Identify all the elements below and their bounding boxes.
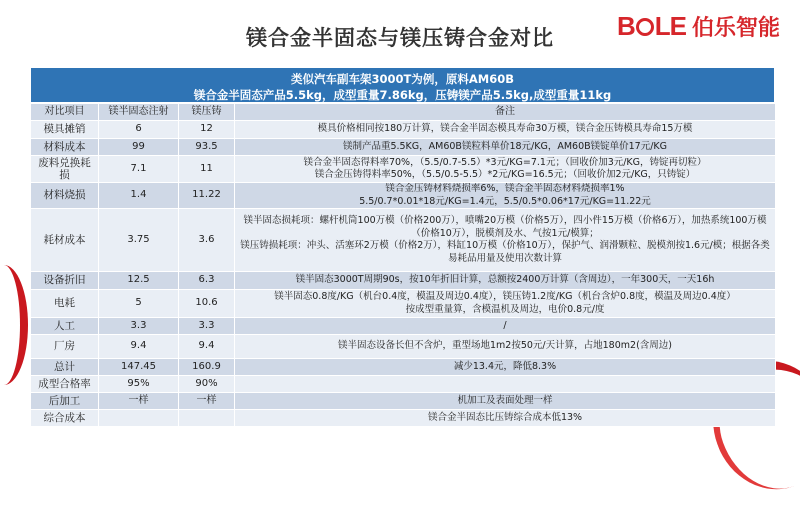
table-column-header-row (31, 104, 776, 121)
row-item-label: 废料兑换耗损 (31, 156, 99, 183)
note-cell: / (235, 318, 776, 335)
row-item-label: 电耗 (31, 290, 99, 318)
decorative-swoosh-left (0, 265, 28, 385)
note-cell: 镁制产品重5.5KG，AM60B镁粒料单价18元/KG，AM60B镁锭单价17元/KG (235, 139, 776, 156)
note-cell: 镁合金半固态得料率70%，（5.5/0.7-5.5）*3元/KG=7.1元；（回收价加3元/KG，铸锭再切粒） 镁合金压铸得料率50%，（5.5/0.5-5.5）*2元/KG=16.5元；（回收价加2元/KG，只铸锭） (235, 156, 776, 183)
note-cell: 镁合金压铸材料烧损率6%，镁合金半固态材料烧损率1% 5.5/0.7*0.01*18元/KG=1.4元，5.5/0.5*0.06*17元/KG=11.22元 (235, 183, 776, 209)
semi-solid-value: 5 (99, 290, 179, 318)
column-header: 镁压铸 (179, 104, 235, 121)
comparison-table-wrapper (30, 67, 775, 448)
semi-solid-value: 9.4 (99, 335, 179, 359)
slide-title: 镁合金半固态与镁压铸合金对比 (246, 26, 554, 50)
semi-solid-value (99, 410, 179, 427)
die-cast-value: 11.22 (179, 183, 235, 209)
semi-solid-value: 95% (99, 376, 179, 393)
die-cast-value: 6.3 (179, 272, 235, 290)
table-row (31, 393, 776, 410)
note-cell: 模具价格相同按180万计算，镁合金半固态模具寿命30万模，镁合金压铸模具寿命15万模 (235, 121, 776, 139)
row-item-label: 耗材成本 (31, 209, 99, 272)
semi-solid-value: 6 (99, 121, 179, 139)
semi-solid-value: 7.1 (99, 156, 179, 183)
semi-solid-value: 12.5 (99, 272, 179, 290)
die-cast-value: 90% (179, 376, 235, 393)
die-cast-value: 9.4 (179, 335, 235, 359)
column-header: 对比项目 (31, 104, 99, 121)
die-cast-value: 11 (179, 156, 235, 183)
note-cell: 镁半固态0.8度/KG（机台0.4度，模温及周边0.4度），镁压铸1.2度/KG（机台含炉0.8度，模温及周边0.4度） 按成型重量算，含模温机及周边，电价0.8元/度 (235, 290, 776, 318)
row-item-label: 人工 (31, 318, 99, 335)
note-cell: 机加工及表面处理一样 (235, 393, 776, 410)
note-cell: 镁半固态设备长但不含炉，重型场地1m2按50元/天计算，占地180m2(含周边) (235, 335, 776, 359)
semi-solid-value: 3.3 (99, 318, 179, 335)
table-row (31, 139, 776, 156)
table-row (31, 318, 776, 335)
die-cast-value: 10.6 (179, 290, 235, 318)
table-row (31, 156, 776, 183)
row-item-label: 厂房 (31, 335, 99, 359)
semi-solid-value: 147.45 (99, 359, 179, 376)
note-cell: 减少13.4元，降低8.3% (235, 359, 776, 376)
die-cast-value: 一样 (179, 393, 235, 410)
table-row (31, 335, 776, 359)
row-item-label: 材料成本 (31, 139, 99, 156)
column-header: 备注 (235, 104, 776, 121)
row-item-label: 设备折旧 (31, 272, 99, 290)
semi-solid-value: 1.4 (99, 183, 179, 209)
note-cell: 镁半固态损耗项：螺杆机筒100万模（价格200万），喷嘴20万模（价格5万），四小件15万模（价格6万），加热系统100万模（价格10万），脱模剂及水、气按1元/模算； 镁压铸损耗项：冲头、活塞环2万模（价格2万），料缸10万模（价格10万），保护气、润滑颗粒、脱模剂按1.6元/模；根据各类易耗品用量及使用次数计算 (235, 209, 776, 272)
semi-solid-value: 99 (99, 139, 179, 156)
header-line-2: 镁合金半固态产品5.5kg，成型重量7.86kg，压铸镁产品5.5kg,成型重量11kg (193, 88, 612, 102)
row-item-label: 总计 (31, 359, 99, 376)
note-cell: 镁合金半固态比压铸综合成本低13% (235, 410, 776, 427)
note-cell (235, 376, 776, 393)
row-item-label: 综合成本 (31, 410, 99, 427)
note-cell: 镁半固态3000T周期90s，按10年折旧计算，总额按2400万计算（含周边），一年300天，一天16h (235, 272, 776, 290)
die-cast-value: 12 (179, 121, 235, 139)
die-cast-value: 93.5 (179, 139, 235, 156)
table-row (31, 376, 776, 393)
row-item-label: 后加工 (31, 393, 99, 410)
table-row (31, 209, 776, 272)
table-row (31, 359, 776, 376)
row-item-label: 模具摊销 (31, 121, 99, 139)
semi-solid-value: 3.75 (99, 209, 179, 272)
logo-mark: B LE (616, 10, 686, 41)
table-row (31, 272, 776, 290)
row-item-label: 材料烧损 (31, 183, 99, 209)
die-cast-value: 3.3 (179, 318, 235, 335)
table-row (31, 183, 776, 209)
die-cast-value (179, 410, 235, 427)
comparison-table (30, 103, 776, 427)
company-logo (617, 10, 780, 42)
table-header-banner (30, 67, 775, 103)
company-name: 伯乐智能 (691, 14, 780, 40)
column-header: 镁半固态注射 (99, 104, 179, 121)
header-line-1: 类似汽车副车架3000T为例，原料AM60B (291, 72, 514, 86)
table-row (31, 290, 776, 318)
semi-solid-value: 一样 (99, 393, 179, 410)
die-cast-value: 3.6 (179, 209, 235, 272)
die-cast-value: 160.9 (179, 359, 235, 376)
table-row (31, 121, 776, 139)
row-item-label: 成型合格率 (31, 376, 99, 393)
table-row (31, 410, 776, 427)
